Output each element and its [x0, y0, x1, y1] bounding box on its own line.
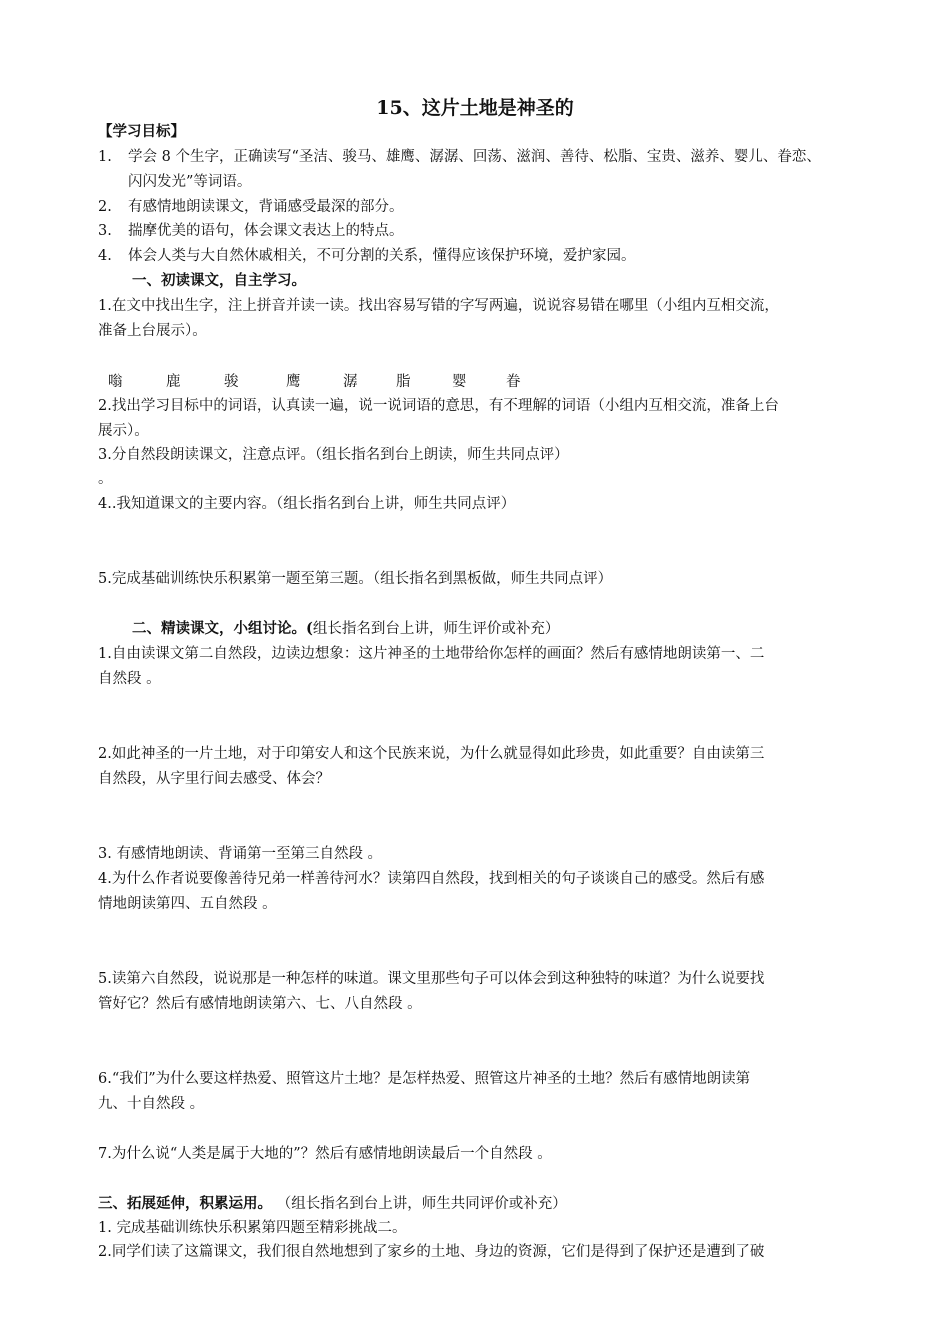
section3-heading-bold: 三、拓展延伸，积累运用。 — [98, 1195, 272, 1212]
goal-number: 2. — [98, 199, 112, 215]
question-text: 5.读第六自然段，说说那是一种怎样的味道。课文里那些句子可以体会到这种独特的味道？为什么说要找 — [98, 971, 765, 987]
goal-text: 揣摩优美的语句，体会课文表达上的特点。 — [128, 223, 404, 239]
question-text: 2.找出学习目标中的词语，认真读一遍，说一说词语的意思，有不理解的词语（小组内互相交流，准备上台 — [98, 398, 779, 414]
goal-number: 4. — [98, 248, 112, 264]
question-text: 5.完成基础训练快乐积累第一题至第三题。（组长指名到黑板做，师生共同点评） — [98, 571, 613, 587]
goal-text: 有感情地朗读课文，背诵感受最深的部分。 — [128, 199, 404, 215]
question-text: 九、十自然段 。 — [98, 1096, 205, 1112]
punctuation: 。 — [98, 471, 113, 487]
page-title: 15、这片土地是神圣的 — [376, 97, 574, 119]
question-text: 管好它？然后有感情地朗读第六、七、八自然段 。 — [98, 996, 422, 1012]
character: 脂 — [396, 374, 411, 390]
goal-text: 学会 8 个生字，正确读写“圣洁、骏马、雄鹰、潺潺、回荡、滋润、善待、松脂、宝贵、滋养、婴儿、眷恋、 — [128, 149, 821, 165]
question-text: 6.“我们”为什么要这样热爱、照管这片土地？是怎样热爱、照管这片神圣的土地？然后有感情地朗读第 — [98, 1071, 751, 1087]
question-text: 2.同学们读了这篇课文，我们很自然地想到了家乡的土地、身边的资源，它们是得到了保护还是遭到了破 — [98, 1244, 765, 1260]
new-characters-row — [98, 370, 538, 394]
section2-heading — [132, 617, 559, 641]
question-text: 4..我知道课文的主要内容。（组长指名到台上讲，师生共同点评） — [98, 496, 516, 512]
question-text: 3.分自然段朗读课文，注意点评。（组长指名到台上朗读，师生共同点评） — [98, 447, 569, 463]
question-text: 准备上台展示）。 — [98, 323, 207, 339]
goal-number: 1. — [98, 149, 112, 165]
section3-heading-note: （组长指名到台上讲，师生共同评价或补充） — [284, 1196, 567, 1212]
character: 鹿 — [166, 374, 181, 390]
character: 潺 — [343, 374, 358, 390]
question-text: 4.为什么作者说要像善待兄弟一样善待河水？读第四自然段，找到相关的句子谈谈自己的感受。然后有感 — [98, 871, 765, 887]
character: 嗡 — [108, 374, 123, 390]
question-text: 2.如此神圣的一片土地，对于印第安人和这个民族来说，为什么就显得如此珍贵，如此重要？自由读第三 — [98, 746, 765, 762]
question-text: 自然段 。 — [98, 671, 161, 687]
goal-text: 体会人类与大自然休戚相关，不可分割的关系，懂得应该保护环境，爱护家园。 — [128, 248, 636, 264]
section3-heading — [98, 1192, 567, 1216]
character: 鹰 — [286, 374, 301, 390]
question-text: 1.在文中找出生字，注上拼音并读一读。找出容易写错的字写两遍，说说容易错在哪里（小组内互相交流， — [98, 298, 779, 314]
question-text: 自然段，从字里行间去感受、体会？ — [98, 771, 330, 787]
character: 眷 — [506, 374, 521, 390]
question-text: 1. 完成基础训练快乐积累第四题至精彩挑战二。 — [98, 1220, 407, 1236]
question-text: 7.为什么说“人类是属于大地的”？然后有感情地朗读最后一个自然段 。 — [98, 1146, 552, 1162]
goals-heading: 【学习目标】 — [98, 123, 185, 140]
section2-heading-bold: 二、精读课文，小组讨论。( — [132, 620, 313, 637]
question-text: 情地朗读第四、五自然段 。 — [98, 896, 277, 912]
section1-heading: 一、初读课文，自主学习。 — [132, 272, 306, 289]
goal-number: 3. — [98, 223, 112, 239]
section2-heading-note: 组长指名到台上讲，师生评价或补充） — [312, 621, 560, 637]
question-text: 展示）。 — [98, 423, 149, 439]
question-text: 1.自由读课文第二自然段，边读边想象：这片神圣的土地带给你怎样的画面？然后有感情地朗读第一、二 — [98, 646, 765, 662]
character: 婴 — [452, 374, 467, 390]
goal-text: 闪闪发光”等词语。 — [128, 174, 252, 190]
question-text: 3. 有感情地朗读、背诵第一至第三自然段 。 — [98, 846, 383, 862]
character: 骏 — [224, 374, 239, 390]
